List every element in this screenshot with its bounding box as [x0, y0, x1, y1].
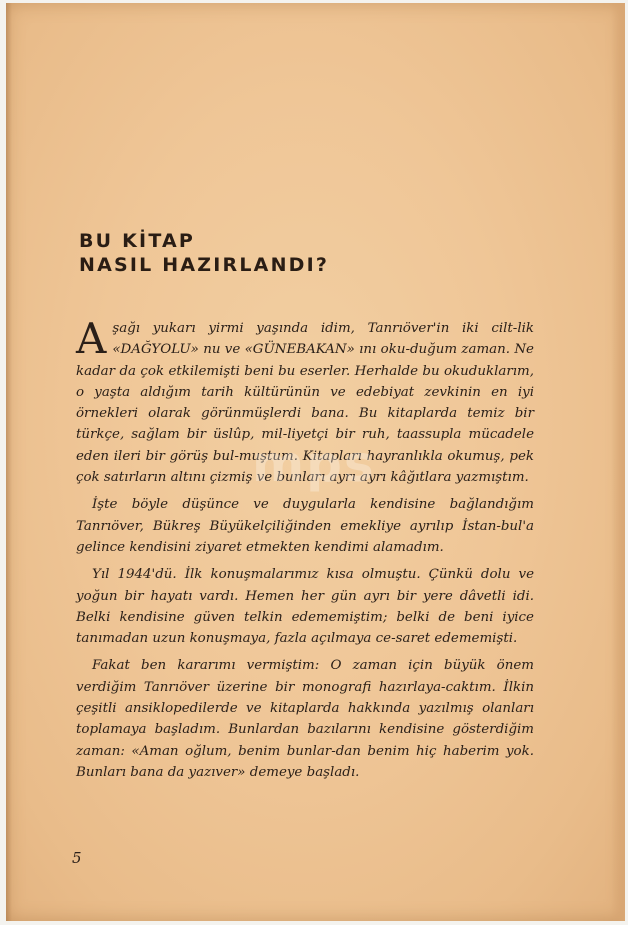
paragraph-4: Fakat ben kararımı vermiştim: O zaman için büyük önem verdiğim Tanrıöver üzerine bir monografi hazırlaya-caktım. İlkin çeşitli ansiklopedilerde ve kitaplarda hakkında yazılmış olanları toplamaya başladım. Bunlardan bazılarını kendisine gösterdiğim zaman: «Aman oğlum, benim bunlar-dan benim hiç haberim yok. Bunları bana da yazıver» demeye başladı.	[76, 658, 534, 780]
page-gutter-shadow	[6, 3, 12, 921]
paragraph-1	[76, 314, 534, 488]
body-text	[76, 314, 534, 789]
book-page	[6, 3, 625, 921]
watermark: mps	[252, 435, 376, 493]
paragraph-3: Yıl 1944'dü. İlk konuşmalarımız kısa olmuştu. Çünkü dolu ve yoğun bir hayatı vardı. Hemen her gün ayrı bir yere dâvetli idi. Belki kendisine güven telkin edememiştim; belki de beni iyice tanımadan uzun konuşmaya, fazla açılmaya ce-saret edememişti.	[76, 567, 534, 647]
chapter-heading-line-2: NASIL HAZIRLANDI?	[79, 254, 330, 276]
page-edge	[611, 3, 625, 921]
drop-cap: A	[76, 314, 107, 363]
chapter-heading-line-1: BU KİTAP	[79, 230, 196, 252]
paragraph-2: İşte böyle düşünce ve duygularla kendisine bağlandığım Tanrıöver, Bükreş Büyükelçiliğinden emekliye ayrılıp İstan-bul'a gelince kendisini ziyaret etmekten kendimi alamadım.	[76, 497, 534, 555]
page-number: 5	[72, 849, 82, 867]
chapter-heading	[79, 229, 329, 277]
paragraph-1-text: şağı yukarı yirmi yaşında idim, Tanrıöver'in iki cilt-lik «DAĞYOLU» nu ve «GÜNEBAKAN» ını oku-duğum zaman. Ne kadar da çok etkilemişti beni bu eserler. Herhalde bu okuduklarım, o yaşta aldığım tarih kültürünün ve edebiyat zevkinin en iyi örnekleri olarak görünmüşlerdi bana. Bu kitaplarda temiz bir türkçe, sağlam bir üslûp, mil-liyetçi bir ruh, taassupla mücadele eden ileri bir görüş bul-muştum. Kitapları hayranlıkla okumuş, pek çok satırların altını çizmiş ve bunları ayrı ayrı kâğıtlara yazmıştım.	[76, 321, 534, 486]
